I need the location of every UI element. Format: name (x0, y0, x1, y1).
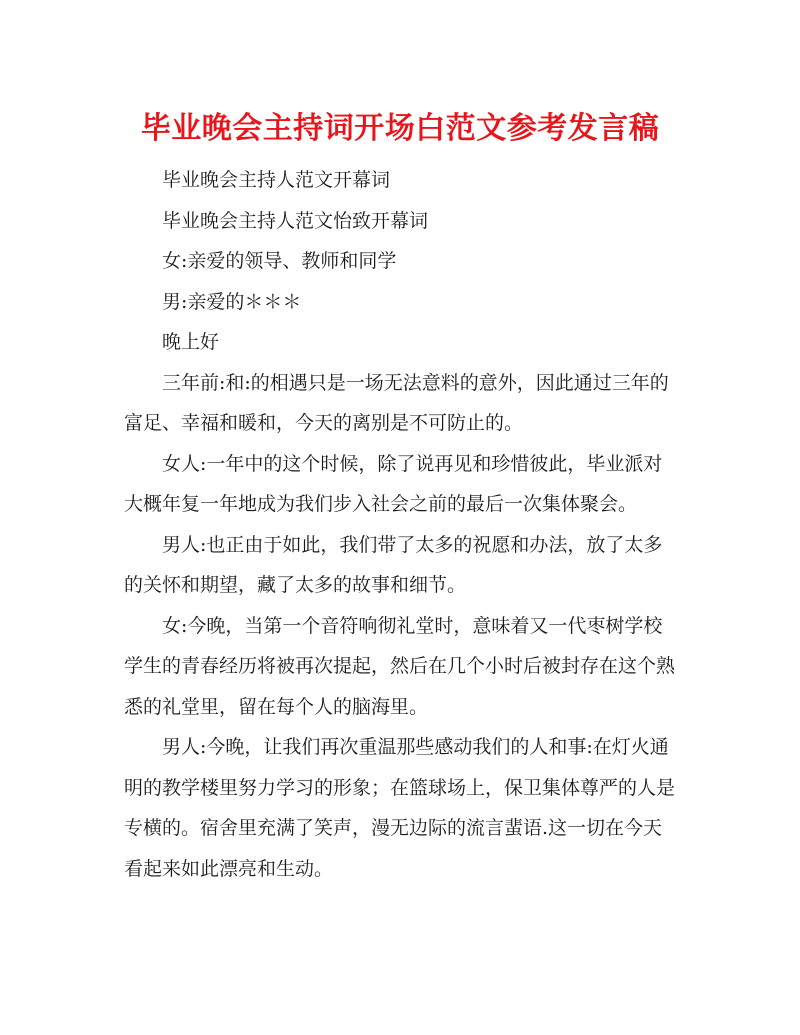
document-body (124, 160, 676, 889)
paragraph-male-tonight: 男人:今晚，让我们再次重温那些感动我们的人和事:在灯火通明的教学楼里努力学习的形象；在篮球场上，保卫集体尊严的人是专横的。宿舍里充满了笑声，漫无边际的流言蜚语.这一切在今天看起来如此漂亮和生动。 (124, 736, 676, 880)
paragraph-female-tonight: 女:今晚，当第一个音符响彻礼堂时，意味着又一代枣树学校学生的青春经历将被再次提起，然后在几个小时后被封存在这个熟悉的礼堂里，留在每个人的脑海里。 (124, 614, 676, 718)
paragraph-subtitle-1: 毕业晚会主持人范文开幕词 (162, 169, 391, 191)
paragraph-male-wishes: 男人:也正由于如此，我们带了太多的祝愿和办法，放了太多的关怀和期望，藏了太多的故事和细节。 (124, 533, 663, 596)
paragraph-greeting-female: 女:亲爱的领导、教师和同学 (162, 250, 397, 272)
paragraph-three-years: 三年前:和:的相遇只是一场无法意料的意外，因此通过三年的富足、幸福和暖和，今天的离别是不可防止的。 (124, 371, 669, 434)
paragraph-subtitle-2: 毕业晚会主持人范文怡致开幕词 (162, 209, 429, 232)
document-title: 毕业晚会主持词开场白范文参考发言稿 (140, 111, 660, 146)
paragraph-female-farewell: 女人:一年中的这个时候，除了说再见和珍惜彼此，毕业派对大概年复一年地成为我们步入社会之前的最后一次集体聚会。 (124, 452, 663, 515)
paragraph-good-evening: 晚上好 (162, 331, 220, 353)
paragraph-greeting-male: 男:亲爱的＊＊＊ (162, 290, 302, 313)
